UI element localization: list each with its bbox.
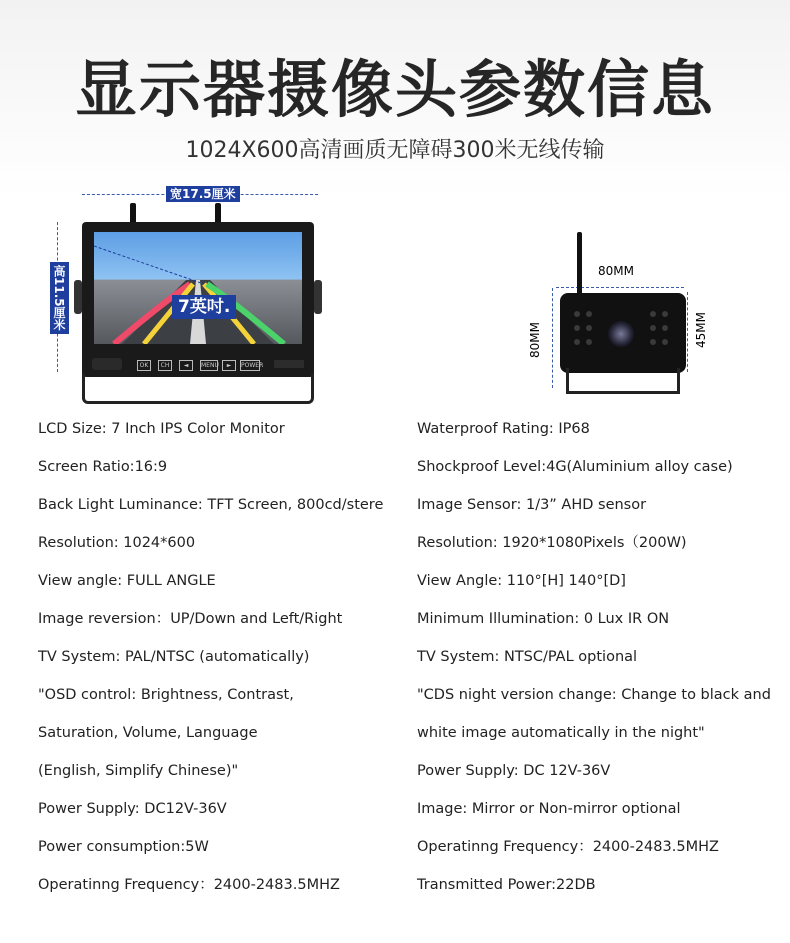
- camera-height-dimension-line: [552, 288, 553, 388]
- spec-line: TV System: PAL/NTSC (automatically): [38, 649, 310, 665]
- monitor-width-label: 宽17.5厘米: [166, 186, 240, 202]
- spec-line: Resolution: 1024*600: [38, 535, 196, 551]
- spec-line: Back Light Luminance: TFT Screen, 800cd/stere: [38, 497, 384, 513]
- ir-led: [650, 325, 656, 331]
- ir-led: [586, 339, 592, 345]
- spec-line: TV System: NTSC/PAL optional: [417, 649, 638, 665]
- spec-line: "CDS night version change: Change to black and: [417, 687, 771, 703]
- monitor-specs-list: [38, 410, 418, 904]
- spec-line: Saturation, Volume, Language: [38, 725, 258, 741]
- ir-led: [574, 325, 580, 331]
- camera-width-label: 80MM: [598, 264, 634, 278]
- monitor-screen: [94, 232, 302, 344]
- spec-line: Power Supply: DC12V-36V: [38, 801, 227, 817]
- spec-line: Shockproof Level:4G(Aluminium alloy case): [417, 459, 733, 475]
- spec-line: Power consumption:5W: [38, 839, 209, 855]
- ir-led: [650, 311, 656, 317]
- ir-led: [662, 325, 668, 331]
- spec-line: Power Supply: DC 12V-36V: [417, 763, 611, 779]
- camera-body-dimension-line: [687, 292, 688, 372]
- spec-line: View angle: FULL ANGLE: [38, 573, 216, 589]
- spec-line: LCD Size: 7 Inch IPS Color Monitor: [38, 421, 285, 437]
- monitor-height-label: 高11.5厘米: [50, 262, 69, 334]
- monitor-side-bar: [274, 360, 304, 368]
- ir-led: [650, 339, 656, 345]
- screen-size-label: 7英吋.: [172, 295, 236, 319]
- camera-mount-bracket: [566, 368, 680, 394]
- ir-led: [662, 311, 668, 317]
- page-title: 显示器摄像头参数信息: [74, 53, 715, 126]
- spec-line: View Angle: 110°[H] 140°[D]: [417, 573, 626, 589]
- camera-body-height-label: 45MM: [694, 312, 708, 348]
- camera-lens: [608, 321, 634, 347]
- spec-line: Operatinng Frequency：2400-2483.5MHZ: [417, 839, 719, 855]
- monitor-ok-button: OK: [137, 360, 151, 371]
- ir-led: [662, 339, 668, 345]
- ir-led: [574, 311, 580, 317]
- spec-line: Image reversion：UP/Down and Left/Right: [38, 611, 343, 627]
- camera-width-dimension-line: [556, 287, 684, 288]
- ir-led: [574, 339, 580, 345]
- camera-image: [560, 293, 686, 373]
- monitor-stand: [82, 374, 314, 404]
- monitor-ch-button: CH: [158, 360, 172, 371]
- monitor-knob-right: [314, 280, 322, 314]
- spec-line: Screen Ratio:16:9: [38, 459, 168, 475]
- spec-line: "OSD control: Brightness, Contrast,: [38, 687, 294, 703]
- spec-line: Waterproof Rating: IP68: [417, 421, 590, 437]
- spec-line: (English, Simplify Chinese)": [38, 763, 239, 779]
- page-subtitle: 1024X600高清画质无障碍300米无线传输: [185, 138, 605, 163]
- spec-line: Operatinng Frequency：2400-2483.5MHZ: [38, 877, 340, 893]
- camera-height-label: 80MM: [528, 322, 542, 358]
- spec-line: Transmitted Power:22DB: [417, 877, 596, 893]
- monitor-right-button: ►: [222, 360, 236, 371]
- spec-line: Minimum Illumination: 0 Lux IR ON: [417, 611, 670, 627]
- camera-specs-list: [417, 410, 790, 904]
- monitor-image: [82, 222, 314, 377]
- camera-antenna: [577, 232, 582, 298]
- ir-led: [586, 311, 592, 317]
- road-illustration: [94, 232, 302, 344]
- spec-line: Image Sensor: 1/3” AHD sensor: [417, 497, 647, 513]
- monitor-knob-left: [74, 280, 82, 314]
- monitor-power-button: POWER: [241, 362, 264, 369]
- monitor-menu-button: MENU: [201, 362, 219, 369]
- monitor-speaker-grille: [92, 358, 122, 370]
- ir-led: [586, 325, 592, 331]
- spec-line: Image: Mirror or Non-mirror optional: [417, 801, 681, 817]
- monitor-left-button: ◄: [179, 360, 193, 371]
- spec-line: Resolution: 1920*1080Pixels（200W): [417, 535, 687, 551]
- spec-line: white image automatically in the night": [417, 725, 705, 741]
